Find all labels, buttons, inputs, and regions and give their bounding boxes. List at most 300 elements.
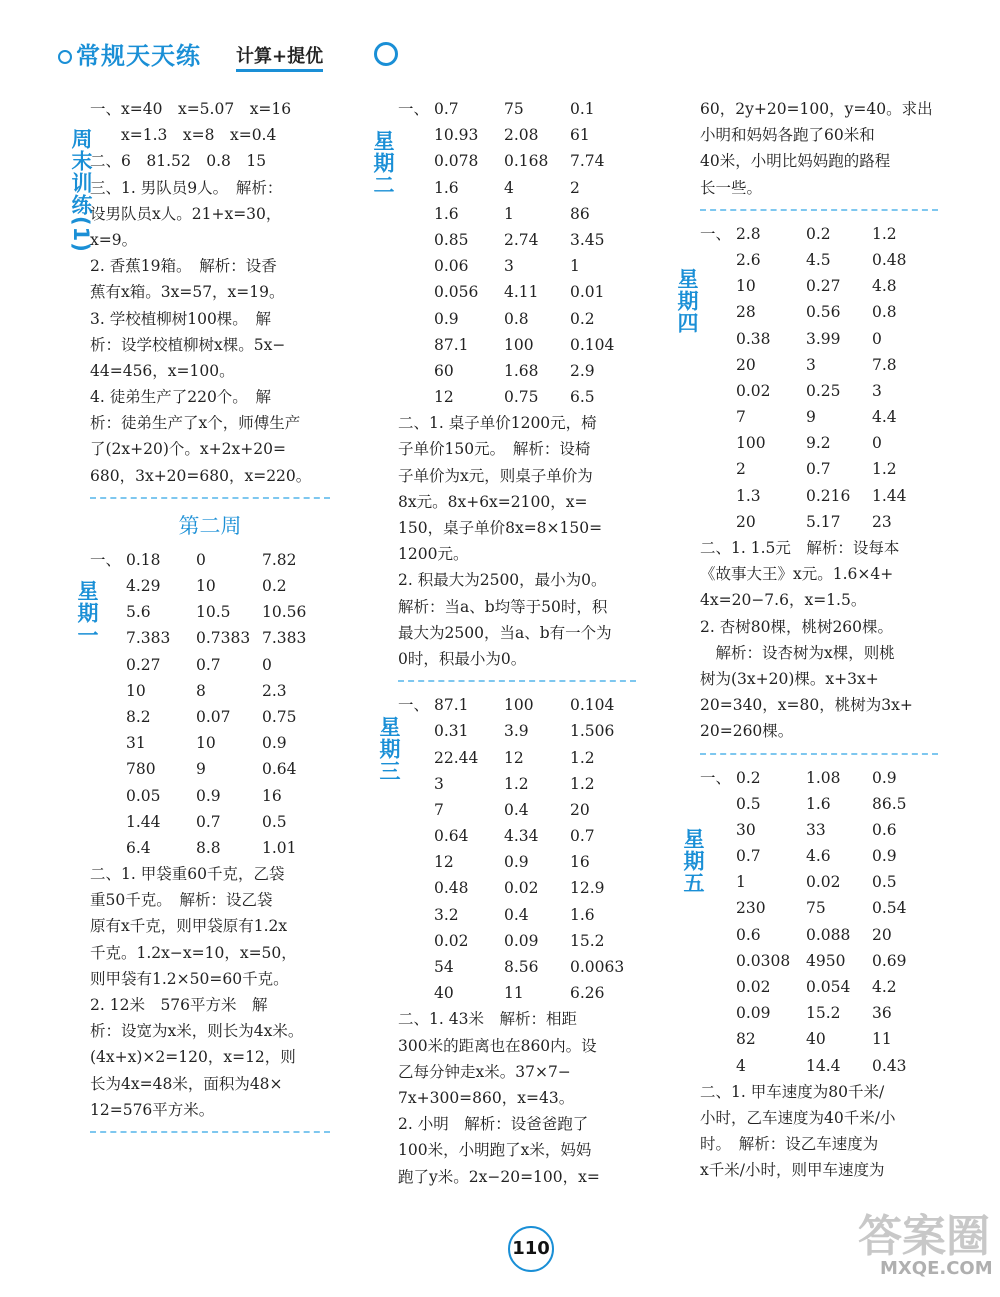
row-prefix	[398, 875, 434, 901]
answer-line: 7x+300=860，x=43。	[398, 1088, 575, 1107]
table-cell: 2.3	[262, 681, 287, 700]
table-cell: 15.2	[570, 931, 605, 950]
table-cell: 3	[434, 774, 444, 793]
table-row	[90, 547, 330, 573]
table-cell: 1.01	[262, 838, 297, 857]
table-cell: 0.02	[806, 873, 841, 892]
table-cell: 4.6	[806, 847, 831, 866]
answer-line: 千克。1.2x−x=10，x=50，	[90, 943, 297, 962]
table-cell: 23	[872, 512, 892, 531]
answer-line: 跑了y米。2x−20=100，x=	[398, 1167, 600, 1186]
table-row	[90, 835, 330, 861]
table-cell: 1.44	[126, 812, 161, 831]
table-cell: 0.09	[504, 931, 539, 950]
table-cell: 10	[196, 577, 216, 595]
table-cell: 20	[872, 925, 892, 944]
table-cell: 31	[126, 734, 146, 753]
table-row	[700, 404, 938, 430]
table-cell: 0	[262, 655, 272, 674]
row-prefix	[398, 148, 434, 174]
answer-line: 原有x千克，则甲袋原有1.2x	[90, 917, 288, 936]
table-cell: 0.9	[196, 786, 221, 805]
table-cell: 1.2	[570, 748, 595, 767]
answer-line: 0时，积最小为0。	[398, 649, 527, 668]
table-row	[700, 1053, 938, 1079]
circle-dot-icon	[58, 50, 72, 64]
table-cell: 1.6	[806, 794, 831, 813]
table-cell: 9	[196, 760, 206, 779]
table-row	[398, 797, 636, 823]
answer-line: 小时，乙车速度为40千米/小	[700, 1108, 896, 1127]
table-cell: 4.11	[504, 283, 539, 302]
table-cell: 0.9	[434, 309, 459, 328]
answer-line: 1200元。	[398, 545, 469, 564]
table-cell: 0.06	[434, 257, 469, 276]
dashed-divider	[90, 1131, 330, 1133]
table-cell: 0.02	[736, 978, 771, 996]
table-row	[90, 625, 330, 651]
table-cell: 0	[872, 329, 882, 348]
table-cell: 8.56	[504, 958, 539, 976]
table-cell: 7	[736, 408, 746, 427]
table-cell: 3	[872, 381, 882, 400]
table-cell: 61	[570, 126, 590, 145]
table-row	[398, 692, 636, 718]
table-cell: 0.9	[872, 847, 897, 866]
table-cell: 6.5	[570, 388, 595, 407]
table-row	[398, 279, 636, 305]
row-prefix: 一、	[90, 550, 122, 569]
table-cell: 12	[434, 853, 454, 872]
table-cell: 14.4	[806, 1056, 841, 1075]
dashed-divider	[90, 497, 330, 499]
table-cell: 0.054	[806, 978, 851, 996]
table-cell: 0.02	[504, 879, 539, 898]
row-prefix	[398, 954, 434, 980]
answer-line: 2. 小明 解析：设爸爸跑了	[398, 1115, 589, 1134]
table-cell: 4.8	[872, 277, 897, 296]
table-row	[700, 974, 938, 1000]
table-cell: 0.216	[806, 486, 851, 505]
table-cell: 0.2	[570, 309, 595, 328]
table-cell: 0.48	[434, 879, 469, 898]
table-cell: 4	[504, 178, 514, 197]
row-prefix	[398, 253, 434, 279]
table-cell: 10	[196, 734, 216, 753]
row-prefix	[700, 1000, 736, 1026]
table-cell: 4.29	[126, 577, 161, 595]
table-row	[398, 175, 636, 201]
table-cell: 0.2	[806, 224, 831, 243]
table-cell: 2.08	[504, 126, 539, 145]
answer-line: 100米，小明跑了x米，妈妈	[398, 1141, 592, 1160]
table-cell: 0.2	[262, 577, 287, 595]
answer-line: 析：徒弟生产了x个，师傅生产	[90, 414, 301, 433]
row-prefix	[398, 358, 434, 384]
table-row	[398, 358, 636, 384]
table-cell: 6.26	[570, 984, 605, 1003]
table-cell: 10.56	[262, 603, 307, 622]
table-cell: 0.25	[806, 381, 841, 400]
row-prefix: 一、	[700, 768, 732, 787]
row-prefix	[90, 704, 126, 730]
row-prefix	[398, 332, 434, 358]
table-cell: 0.7	[806, 460, 831, 479]
answer-line: 乙每分钟走x米。37×7−	[398, 1062, 571, 1081]
answer-column-3	[700, 96, 938, 1184]
table-row	[700, 326, 938, 352]
table-cell: 9	[806, 408, 816, 427]
table-row	[398, 253, 636, 279]
table-row	[700, 483, 938, 509]
table-cell: 10.93	[434, 126, 479, 145]
table-cell: 0.38	[736, 329, 771, 348]
table-cell: 0.7	[434, 100, 459, 118]
table-row	[90, 704, 330, 730]
row-prefix	[700, 509, 736, 535]
table-cell: 0.9	[872, 768, 897, 787]
table-row	[398, 306, 636, 332]
table-cell: 12	[504, 748, 524, 767]
table-row	[700, 869, 938, 895]
table-cell: 0.6	[736, 925, 761, 944]
table-cell: 6.4	[126, 838, 151, 857]
row-prefix	[398, 745, 434, 771]
table-row	[700, 273, 938, 299]
table-cell: 0	[196, 550, 206, 569]
table-row	[90, 756, 330, 782]
table-cell: 36	[872, 1004, 892, 1023]
table-cell: 8	[196, 681, 206, 700]
table-cell: 0.07	[196, 707, 231, 726]
row-prefix	[90, 783, 126, 809]
table-cell: 0.7	[570, 827, 595, 846]
row-prefix: 一、	[398, 100, 430, 118]
book-header	[58, 36, 398, 74]
table-cell: 780	[126, 760, 156, 779]
table-row	[700, 765, 938, 791]
table-cell: 4.4	[872, 408, 897, 427]
table-cell: 3	[504, 257, 514, 276]
row-prefix	[700, 922, 736, 948]
table-cell: 7.8	[872, 355, 897, 374]
answer-line: 则甲袋有1.2×50=60千克。	[90, 969, 289, 988]
answer-line: 2. 杏树80棵，桃树260棵。	[700, 617, 894, 636]
table-row	[398, 718, 636, 744]
answer-line: 二、1. 甲车速度为80千米/	[700, 1082, 885, 1101]
row-prefix	[398, 279, 434, 305]
row-prefix	[700, 483, 736, 509]
answer-line: 20=260棵。	[700, 722, 794, 741]
row-prefix	[700, 273, 736, 299]
table-cell: 1.44	[872, 486, 907, 505]
answer-line: 60，2y+20=100，y=40。求出	[700, 100, 933, 118]
answer-line: 重50千克。 解析：设乙袋	[90, 891, 273, 910]
answer-line: 150，桌子单价8x=8×150=	[398, 519, 603, 537]
table-row	[700, 817, 938, 843]
row-prefix	[398, 771, 434, 797]
row-prefix	[700, 299, 736, 325]
table-cell: 0.2	[736, 768, 761, 787]
answer-line: 2. 12米 576平方米 解	[90, 996, 268, 1014]
table-cell: 20	[736, 355, 756, 374]
table-cell: 16	[262, 786, 282, 805]
table-row	[90, 573, 330, 599]
answer-line: x=1.3 x=8 x=0.4	[90, 126, 277, 145]
tag-wednesday: 星期三	[377, 716, 401, 782]
table-cell: 40	[806, 1030, 826, 1049]
table-row	[700, 247, 938, 273]
row-prefix	[700, 974, 736, 1000]
row-prefix	[90, 835, 126, 861]
answer-line: 蕉有x箱。3x=57，x=19。	[90, 283, 285, 302]
row-prefix	[700, 1053, 736, 1079]
row-prefix	[90, 573, 126, 599]
table-cell: 75	[806, 899, 826, 918]
row-prefix	[398, 823, 434, 849]
answer-line: 44=456，x=100。	[90, 361, 235, 380]
watermark-logo: 答案圈	[858, 1211, 990, 1262]
row-prefix: 一、	[398, 696, 430, 715]
answer-line: 12=576平方米。	[90, 1100, 215, 1119]
answer-line: 680，3x+20=680，x=220。	[90, 466, 312, 485]
table-cell: 9.2	[806, 434, 831, 453]
answer-line: 解析：设杏树为x棵，则桃	[700, 643, 895, 662]
table-row	[700, 1000, 938, 1026]
table-row	[700, 509, 938, 535]
answer-line: 最大为2500，当a、b有一个为	[398, 623, 612, 642]
row-prefix	[700, 326, 736, 352]
table-cell: 1.506	[570, 722, 615, 741]
answer-line: 二、1. 1.5元 解析：设每本	[700, 539, 900, 557]
table-row	[700, 221, 938, 247]
dashed-divider	[700, 209, 938, 211]
table-cell: 230	[736, 899, 766, 918]
table-row	[700, 948, 938, 974]
answer-line: 析：设宽为x米，则长为4x米。	[90, 1022, 304, 1041]
table-cell: 1.2	[570, 774, 595, 793]
answer-line: 设男队员x人。21+x=30，	[90, 204, 282, 223]
tag-friday: 星期五	[681, 828, 705, 894]
table-cell: 10	[126, 681, 146, 700]
table-row	[398, 823, 636, 849]
table-cell: 1.3	[736, 486, 761, 505]
table-row	[700, 791, 938, 817]
table-row	[90, 783, 330, 809]
table-cell: 1	[570, 257, 580, 276]
table-cell: 0.56	[806, 303, 841, 322]
table-cell: 0.056	[434, 283, 479, 302]
table-cell: 7.383	[126, 629, 171, 648]
answer-line: 子单价为x元，则桌子单价为	[398, 466, 593, 485]
table-cell: 1.6	[434, 178, 459, 197]
table-row	[700, 456, 938, 482]
table-cell: 1	[504, 204, 514, 223]
answer-line: 长一些。	[700, 178, 763, 197]
table-row	[398, 201, 636, 227]
table-cell: 0.18	[126, 550, 161, 569]
table-row	[90, 652, 330, 678]
answer-line: 长为4x=48米，面积为48×	[90, 1074, 283, 1093]
row-prefix	[398, 718, 434, 744]
table-row	[90, 809, 330, 835]
week-title: 第二周	[178, 513, 242, 538]
table-cell: 0.54	[872, 899, 907, 918]
row-prefix	[398, 928, 434, 954]
table-cell: 60	[434, 361, 454, 380]
table-cell: 0.4	[504, 905, 529, 924]
answer-line: 300米的距离也在860内。设	[398, 1036, 597, 1055]
table-cell: 3	[806, 355, 816, 374]
table-row	[398, 227, 636, 253]
table-cell: 1	[736, 873, 746, 892]
answer-line: 二、6 81.52 0.8 15	[90, 152, 267, 171]
row-prefix	[398, 797, 434, 823]
row-prefix	[398, 227, 434, 253]
table-cell: 0.09	[736, 1004, 771, 1023]
table-cell: 2	[736, 460, 746, 479]
row-prefix	[700, 352, 736, 378]
table-cell: 10.5	[196, 603, 231, 622]
table-cell: 15.2	[806, 1004, 841, 1023]
table-row	[398, 96, 636, 122]
table-row	[700, 352, 938, 378]
table-cell: 0.088	[806, 925, 851, 944]
table-cell: 1.2	[872, 224, 897, 243]
table-cell: 2.74	[504, 230, 539, 249]
answer-line: 8x元。8x+6x=2100，x=	[398, 492, 588, 511]
row-prefix	[90, 678, 126, 704]
row-prefix	[398, 902, 434, 928]
table-row	[398, 332, 636, 358]
table-row	[90, 599, 330, 625]
brand-title: 常规天天练	[58, 36, 201, 71]
answer-line: 4. 徒弟生产了220个。 解	[90, 388, 272, 407]
table-cell: 0.31	[434, 722, 469, 741]
table-cell: 1.2	[504, 774, 529, 793]
row-prefix	[700, 948, 736, 974]
row-prefix	[398, 306, 434, 332]
table-cell: 11	[872, 1030, 892, 1049]
table-row	[700, 1026, 938, 1052]
table-cell: 3.2	[434, 905, 459, 924]
table-cell: 0.02	[736, 381, 771, 400]
answer-line: 二、1. 桌子单价1200元，椅	[398, 414, 597, 433]
answer-line: 树为(3x+20)棵。x+3x+	[700, 669, 879, 688]
table-cell: 0.8	[504, 309, 529, 328]
table-cell: 0.64	[434, 827, 469, 846]
table-cell: 4	[736, 1056, 746, 1075]
watermark-url: MXQE.COM	[880, 1258, 993, 1279]
table-cell: 4.2	[872, 978, 897, 996]
answer-line: 3. 学校植柳树100棵。 解	[90, 309, 272, 328]
table-row	[700, 430, 938, 456]
table-cell: 82	[736, 1030, 756, 1049]
table-cell: 4950	[806, 951, 846, 970]
table-cell: 5.17	[806, 512, 841, 531]
table-cell: 0.1	[570, 100, 595, 118]
table-cell: 40	[434, 984, 454, 1003]
table-cell: 0.05	[126, 786, 161, 805]
row-prefix	[90, 756, 126, 782]
table-cell: 2	[570, 178, 580, 197]
row-prefix	[700, 817, 736, 843]
table-row	[398, 148, 636, 174]
table-cell: 0.9	[262, 734, 287, 753]
table-cell: 22.44	[434, 748, 479, 767]
table-cell: 7.74	[570, 152, 605, 171]
tag-monday: 星期一	[75, 580, 99, 646]
table-cell: 0.02	[434, 931, 469, 950]
answer-line: 析：设学校植柳树x棵。5x−	[90, 335, 286, 354]
row-prefix	[700, 869, 736, 895]
answer-line: 《故事大王》x元。1.6×4+	[700, 565, 894, 584]
answer-line: 一、x=40 x=5.07 x=16	[90, 100, 292, 118]
brand-subtitle: 计算+提优	[236, 42, 323, 72]
table-cell: 2.9	[570, 361, 595, 380]
table-cell: 0.104	[570, 335, 615, 354]
table-cell: 0.7	[196, 812, 221, 831]
table-cell: 0.01	[570, 283, 605, 302]
table-cell: 0	[872, 434, 882, 453]
row-prefix	[90, 730, 126, 756]
answer-line: 20=340，x=80，桃树为3x+	[700, 696, 913, 715]
row-prefix	[700, 378, 736, 404]
table-cell: 2.8	[736, 224, 761, 243]
answer-line: x千米/小时，则甲车速度为	[700, 1161, 885, 1180]
table-row	[398, 928, 636, 954]
answer-line: 2. 积最大为2500，最小为0。	[398, 571, 607, 590]
row-prefix	[398, 980, 434, 1006]
tag-thursday: 星期四	[675, 268, 699, 334]
answer-line: 二、1. 甲袋重60千克，乙袋	[90, 865, 285, 884]
table-cell: 7.82	[262, 550, 297, 569]
table-cell: 0.75	[504, 388, 539, 407]
table-cell: 0.6	[872, 820, 897, 839]
table-cell: 8.2	[126, 707, 151, 726]
table-cell: 1.08	[806, 768, 841, 787]
table-cell: 4.34	[504, 827, 539, 846]
table-row	[700, 299, 938, 325]
table-row	[398, 771, 636, 797]
table-cell: 33	[806, 820, 826, 839]
table-cell: 1.6	[570, 905, 595, 924]
table-cell: 0.4	[504, 800, 529, 819]
table-cell: 0.7	[196, 655, 221, 674]
table-cell: 2.6	[736, 250, 761, 269]
row-prefix	[398, 849, 434, 875]
tag-weekend-training: 周末训练(1)	[69, 128, 93, 253]
table-cell: 30	[736, 820, 756, 839]
clock-icon	[374, 42, 398, 66]
table-cell: 0.0308	[736, 951, 791, 970]
row-prefix	[700, 843, 736, 869]
row-prefix	[700, 1026, 736, 1052]
table-cell: 0.27	[126, 655, 161, 674]
table-row	[700, 922, 938, 948]
table-row	[398, 954, 636, 980]
table-cell: 0.078	[434, 152, 479, 171]
table-cell: 75	[504, 100, 524, 118]
table-cell: 86.5	[872, 794, 907, 813]
table-cell: 20	[570, 800, 590, 819]
answer-column-1	[90, 96, 330, 1143]
table-cell: 0.5	[736, 794, 761, 813]
table-row	[700, 843, 938, 869]
table-cell: 3.45	[570, 230, 605, 249]
table-cell: 20	[736, 512, 756, 531]
answer-line: 小明和妈妈各跑了60米和	[700, 126, 875, 145]
